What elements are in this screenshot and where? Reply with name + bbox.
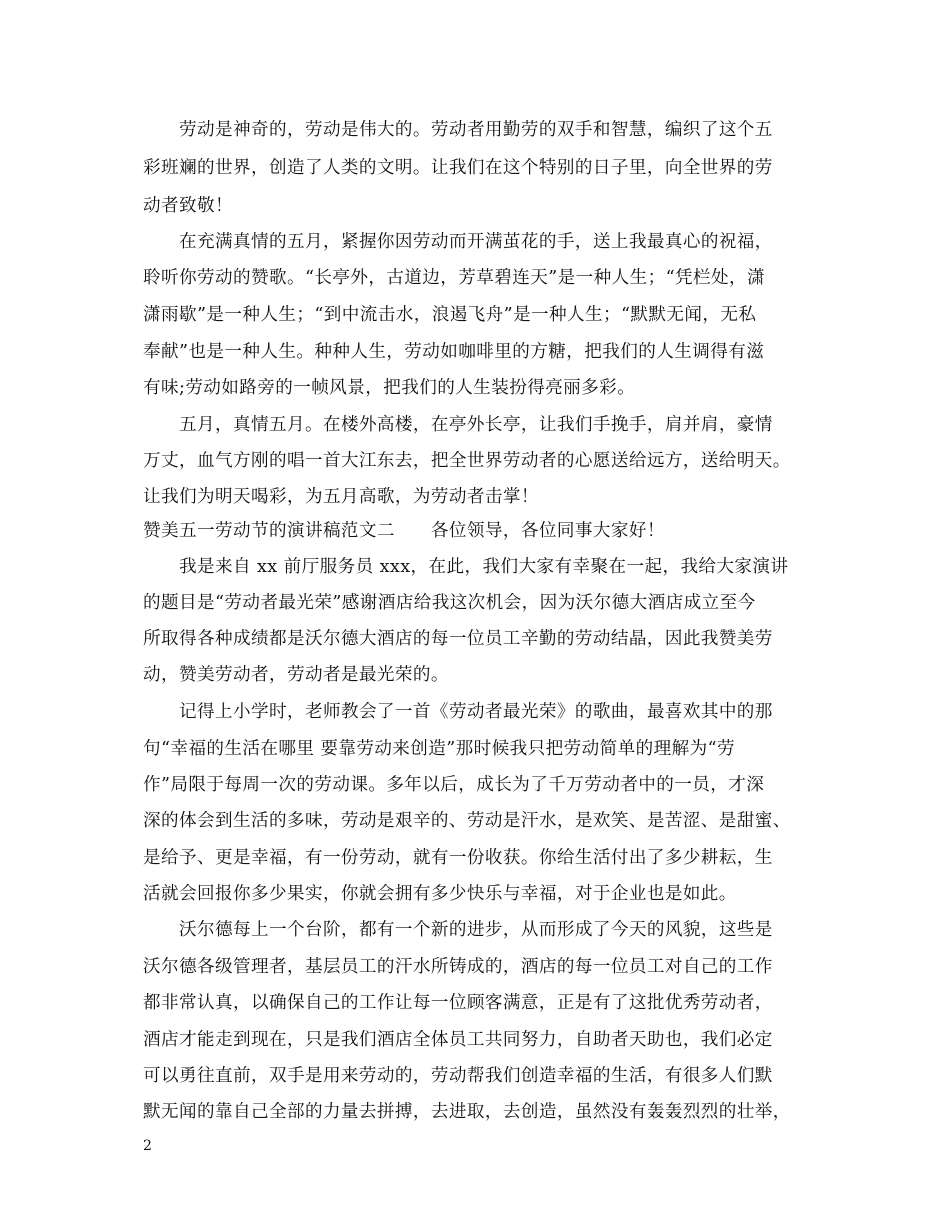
text-line: 我是来自 xx 前厅服务员 xxx，在此，我们大家有幸聚在一起，我给大家演讲 (179, 557, 789, 577)
text-line: 劳动是神奇的，劳动是伟大的。劳动者用勤劳的双手和智慧，编织了这个五 (179, 120, 773, 140)
text-line: 酒店才能走到现在，只是我们酒店全体员工共同努力，自助者天助也，我们必定 (143, 1030, 773, 1050)
text-line: 深的体会到生活的多味，劳动是艰辛的、劳动是汗水，是欢笑、是苦涩、是甜蜜、 (143, 811, 791, 831)
text-line: 沃尔德各级管理者，基层员工的汗水所铸成的，酒店的每一位员工对自己的工作 (143, 957, 773, 977)
text-line: 让我们为明天喝彩，为五月高歌，为劳动者击掌！ (143, 487, 539, 507)
text-line: 句“幸福的生活在哪里 要靠劳动来创造”那时候我只把劳动简单的理解为“劳 (143, 739, 735, 759)
text-line: 记得上小学时，老师教会了一首《劳动者最光荣》的歌曲，最喜欢其中的那 (179, 702, 773, 722)
text-line: 默无闻的靠自己全部的力量去拼搏，去进取，去创造，虽然没有轰轰烈烈的壮举， (143, 1102, 791, 1122)
text-line: 沃尔德每上一个台阶，都有一个新的进步，从而形成了今天的风貌，这些是 (179, 920, 773, 940)
text-line: 的题目是“劳动者最光荣”感谢酒店给我这次机会，因为沃尔德大酒店成立至今 (143, 593, 756, 613)
text-line: 五月，真情五月。在楼外高楼，在亭外长亭，让我们手挽手，肩并肩，豪情 (179, 415, 773, 435)
text-line: 可以勇往直前，双手是用来劳动的，劳动帮我们创造幸福的生活，有很多人们默 (143, 1066, 773, 1086)
text-line: 是给予、更是幸福，有一份劳动，就有一份收获。你给生活付出了多少耕耘，生 (143, 848, 773, 868)
text-line: 作”局限于每周一次的劳动课。多年以后，成长为了千万劳动者中的一员，才深 (143, 775, 765, 795)
text-line: 万丈，血气方刚的唱一首大江东去，把全世界劳动者的心愿送给远方，送给明天。 (143, 451, 791, 471)
text-line: 所取得各种成绩都是沃尔德大酒店的每一位员工辛勤的劳动结晶，因此我赞美劳 (143, 629, 773, 649)
text-line: 在充满真情的五月，紧握你因劳动而开满茧花的手，送上我最真心的祝福， (179, 232, 773, 252)
text-line: 聆听你劳动的赞歌。“长亭外，古道边，芳草碧连天”是一种人生；“凭栏处，潇 (143, 268, 765, 288)
text-line: 有味;劳动如路旁的一帧风景，把我们的人生装扮得亮丽多彩。 (143, 378, 636, 398)
text-line: 动，赞美劳动者，劳动者是最光荣的。 (143, 665, 449, 685)
text-line: 奉献”也是一种人生。种种人生，劳动如咖啡里的方糖，把我们的人生调得有滋 (143, 342, 765, 362)
page-number: 2 (143, 1138, 152, 1154)
section-title-line: 赞美五一劳动节的演讲稿范文二 各位领导，各位同事大家好！ (143, 521, 665, 541)
text-line: 彩班斓的世界，创造了人类的文明。让我们在这个特别的日子里，向全世界的劳 (143, 158, 773, 178)
text-line: 活就会回报你多少果实，你就会拥有多少快乐与幸福，对于企业也是如此。 (143, 884, 737, 904)
text-line: 都非常认真，以确保自己的工作让每一位顾客满意，正是有了这批优秀劳动者， (143, 993, 773, 1013)
text-line: 潇雨歇”是一种人生；“到中流击水，浪遏飞舟”是一种人生；“默默无闻，无私 (143, 305, 757, 325)
text-line: 动者致敬！ (143, 196, 233, 216)
